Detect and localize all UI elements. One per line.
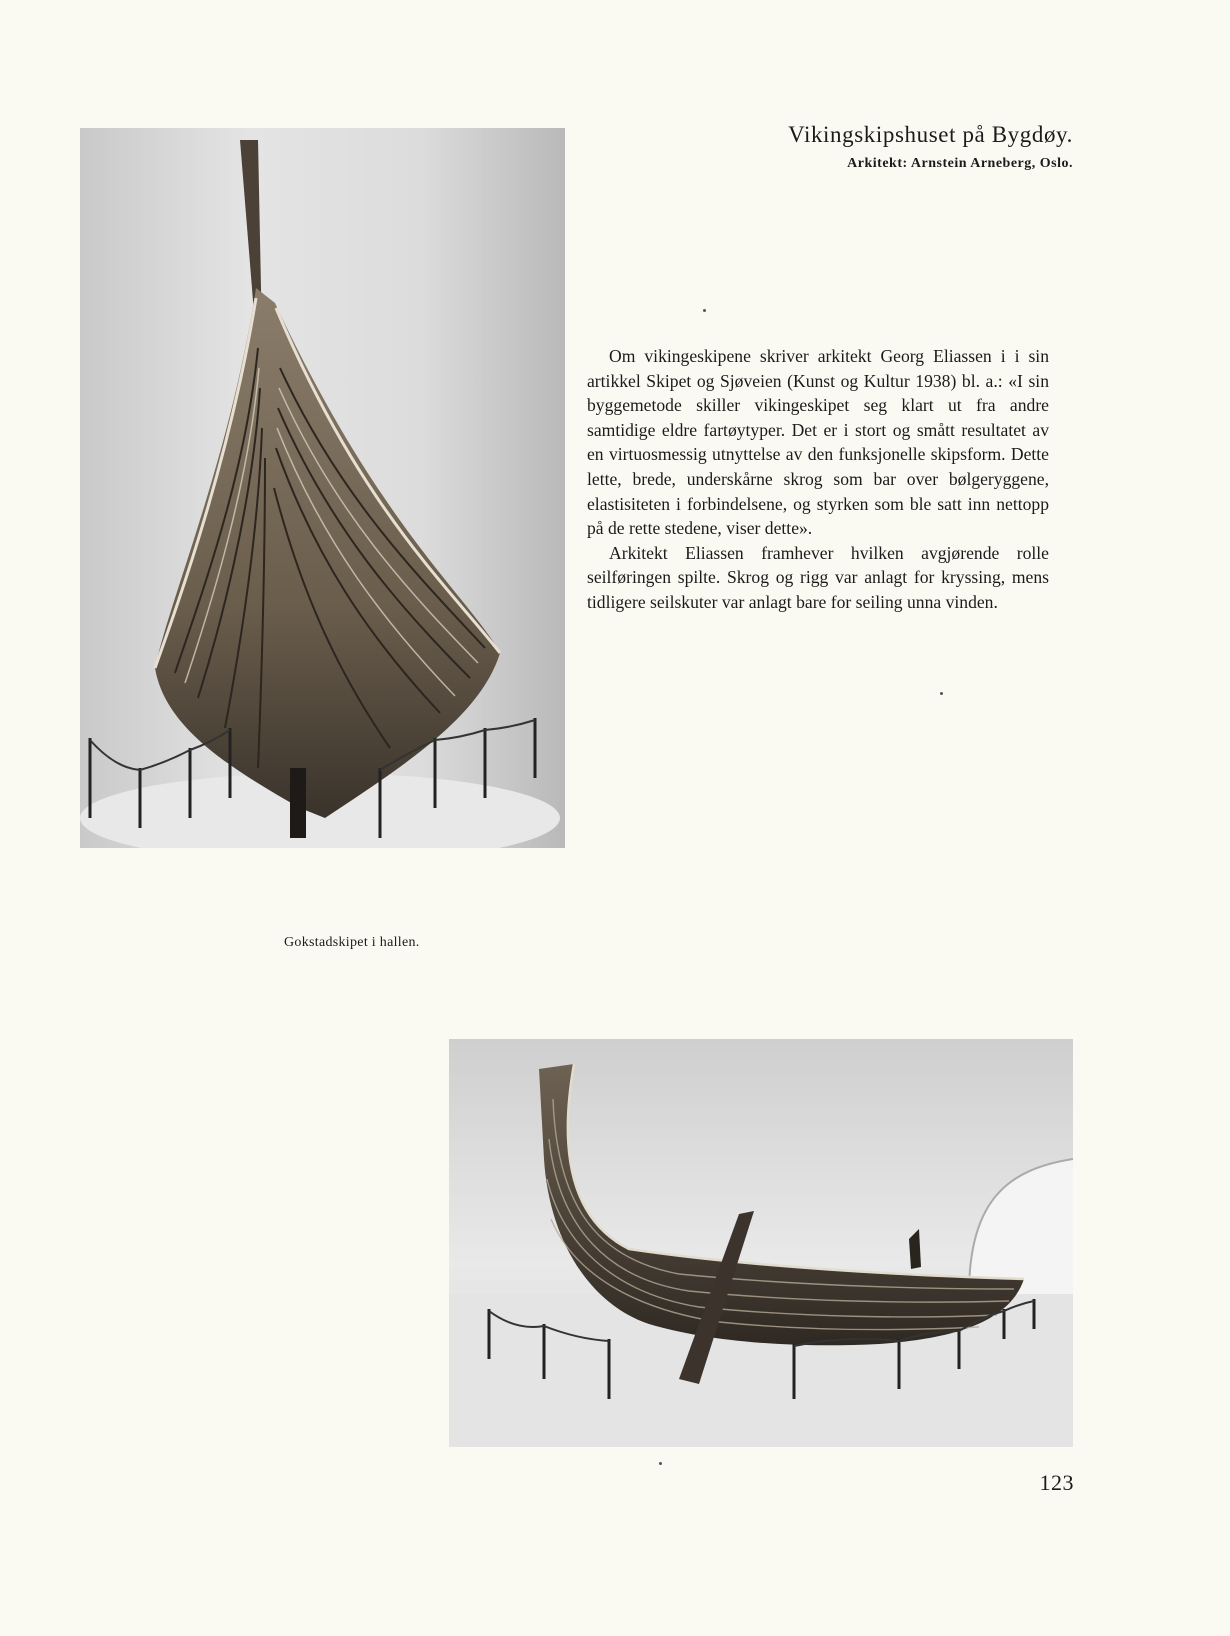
architect-credit: Arkitekt: Arnstein Arneberg, Oslo.: [847, 156, 1073, 171]
page-number: 123: [1039, 1470, 1074, 1495]
ship-side-photo-icon: [449, 1039, 1073, 1447]
print-speck: [659, 1462, 662, 1465]
paragraph: Arkitekt Eliassen framhever hvilken avgjørende rolle seilføringen spilte. Skrog og rigg var anlagt for kryssing, mens tidligere seilskuter var anlagt bare for seiling unna vinden.: [587, 542, 1049, 612]
body-text: [587, 344, 1049, 615]
photo-caption: Gokstadskipet i hallen.: [284, 935, 420, 950]
photo-ship-bow: [80, 128, 565, 848]
photo-ship-side: [449, 1039, 1073, 1447]
print-speck: [703, 309, 706, 312]
print-speck: [940, 692, 943, 695]
ship-bow-photo-icon: [80, 128, 565, 848]
article-heading: [788, 120, 1073, 176]
paragraph: Om vikingeskipene skriver arkitekt Georg Eliassen i i sin artikkel Skipet og Sjøveien (Kunst og Kultur 1938) bl. a.: «I sin byggemetode skiller vikingeskipet seg klart ut fra andre samtidige eldre fartøytyper. Det er i stort og smått resultatet av en virtuosmessig utnyttelse av den funksjonelle skipsform. Dette lette, brede, underskårne skrog som bar over bølgeryggene, elastisiteten i forbindelsene, og styrken som ble satt inn nettopp på de rette stedene, viser dette».: [587, 346, 1049, 539]
page-title: Vikingskipshuset på Bygdøy.: [788, 122, 1073, 147]
